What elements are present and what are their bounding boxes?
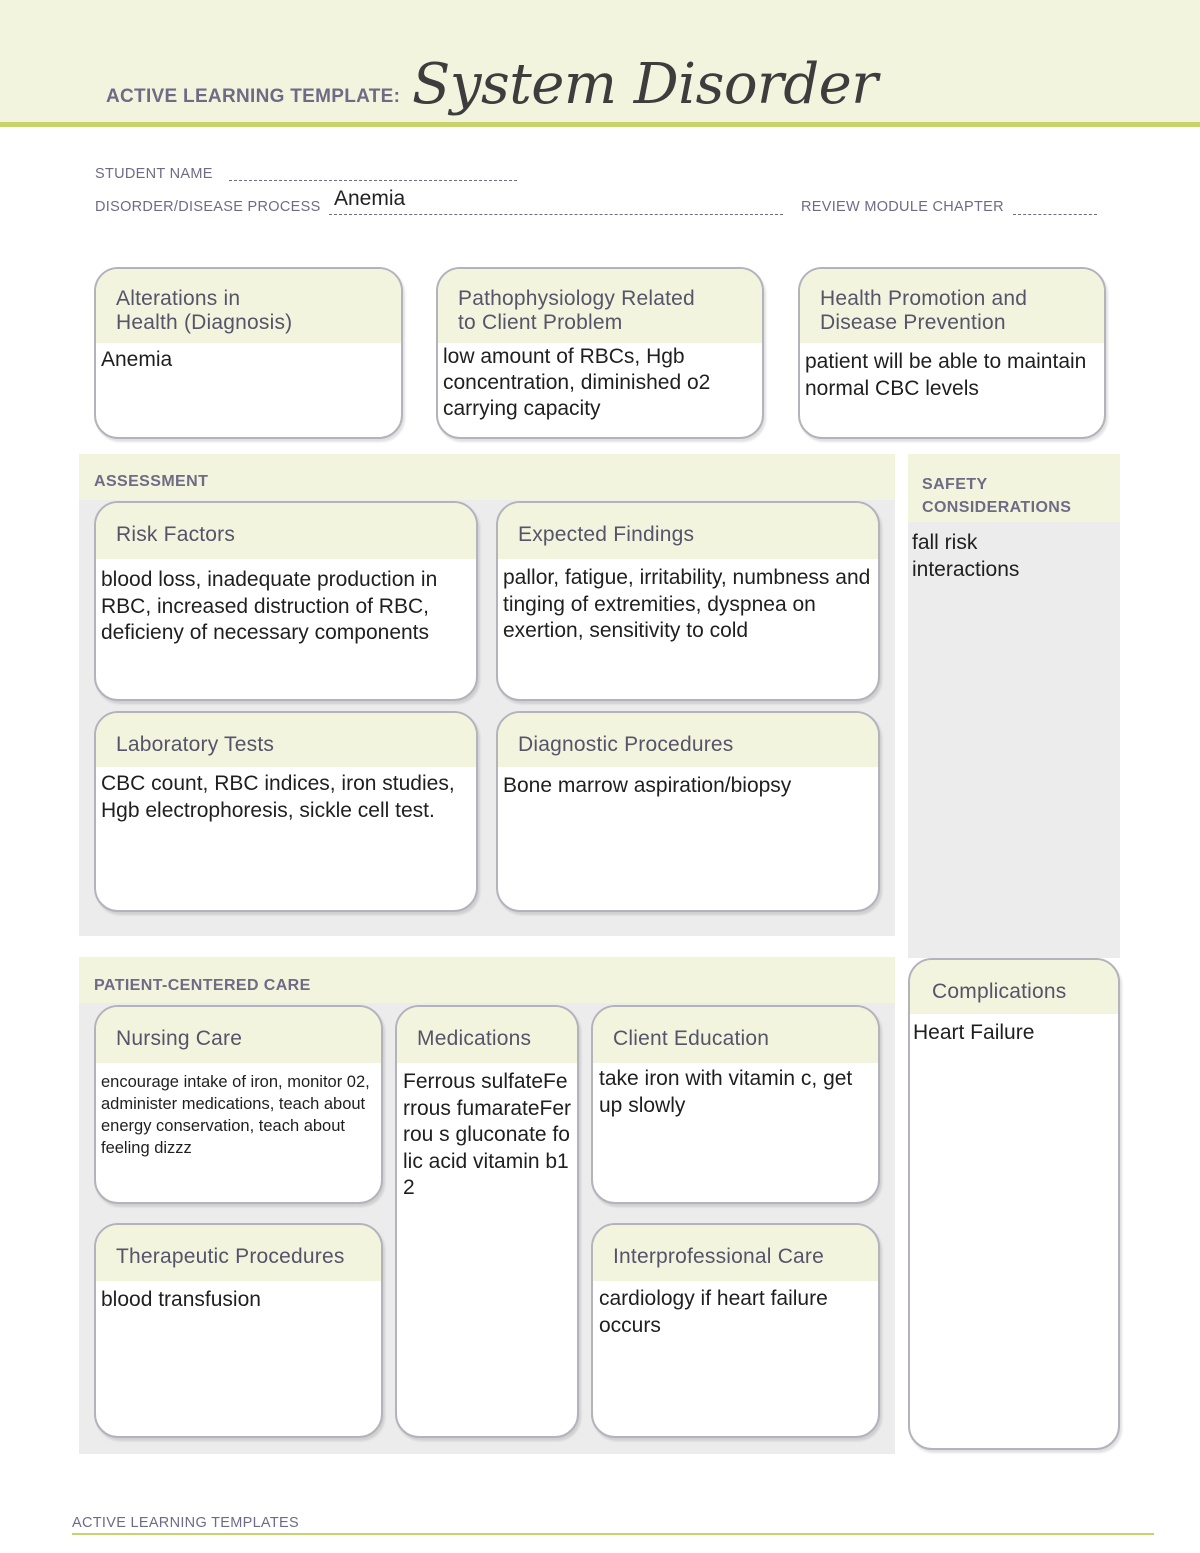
- pathophysiology-card: [436, 267, 764, 439]
- nursing-care-card: [94, 1005, 383, 1204]
- client-education-text[interactable]: take iron with vitamin c, get up slowly: [599, 1067, 853, 1117]
- review-chapter-field[interactable]: [1013, 201, 1097, 215]
- health-promotion-title: Health Promotion and Disease Prevention: [800, 269, 1104, 343]
- risk-factors-title: Risk Factors: [96, 503, 476, 559]
- client-education-card: [591, 1005, 880, 1204]
- complications-title: Complications: [910, 960, 1118, 1014]
- complications-card: [908, 958, 1120, 1450]
- pathophysiology-title: Pathophysiology Related to Client Problem: [438, 269, 762, 343]
- pathophysiology-text[interactable]: low amount of RBCs, Hgb concentration, diminished o2 carrying capacity: [443, 345, 711, 420]
- patient-care-title: PATIENT-CENTERED CARE: [94, 977, 311, 994]
- interprofessional-care-card: [591, 1223, 880, 1438]
- interprofessional-care-title: Interprofessional Care: [593, 1225, 878, 1281]
- laboratory-tests-title: Laboratory Tests: [96, 713, 476, 767]
- therapeutic-procedures-text[interactable]: blood transfusion: [101, 1288, 261, 1311]
- expected-findings-card: [496, 501, 880, 701]
- alterations-title: Alterations in Health (Diagnosis): [96, 269, 401, 343]
- nursing-care-title: Nursing Care: [96, 1007, 381, 1063]
- complications-text[interactable]: Heart Failure: [913, 1021, 1035, 1044]
- student-name-field[interactable]: [229, 168, 517, 181]
- safety-panel: [908, 454, 1120, 958]
- assessment-title: ASSESSMENT: [94, 473, 209, 490]
- health-promotion-card: [798, 267, 1106, 439]
- medications-text[interactable]: Ferrous sulfateFerrous fumarateFerrou s gluconate folic acid vitamin b12: [403, 1070, 572, 1199]
- diagnostic-procedures-card: [496, 711, 880, 912]
- student-name-label: STUDENT NAME: [95, 166, 213, 182]
- footer-divider: [72, 1533, 1154, 1535]
- footer-text: ACTIVE LEARNING TEMPLATES: [72, 1515, 299, 1531]
- page-title: System Disorder: [412, 52, 878, 117]
- therapeutic-procedures-title: Therapeutic Procedures: [96, 1225, 381, 1281]
- health-promotion-text[interactable]: patient will be able to maintain normal CBC levels: [805, 350, 1087, 400]
- template-label: ACTIVE LEARNING TEMPLATE:: [106, 86, 401, 107]
- therapeutic-procedures-card: [94, 1223, 383, 1438]
- laboratory-tests-card: [94, 711, 478, 912]
- alterations-text[interactable]: Anemia: [101, 348, 173, 371]
- risk-factors-text[interactable]: blood loss, inadequate production in RBC, increased distruction of RBC, deficieny of necessary components: [101, 568, 438, 644]
- medications-title: Medications: [397, 1007, 577, 1063]
- diagnostic-procedures-title: Diagnostic Procedures: [498, 713, 878, 767]
- risk-factors-card: [94, 501, 478, 701]
- disorder-label: DISORDER/DISEASE PROCESS: [95, 199, 321, 215]
- safety-text[interactable]: fall risk interactions: [912, 531, 1020, 581]
- expected-findings-text[interactable]: pallor, fatigue, irritability, numbness and tinging of extremities, dyspnea on exertion, sensitivity to cold: [503, 566, 871, 642]
- medications-card: [395, 1005, 579, 1438]
- laboratory-tests-text[interactable]: CBC count, RBC indices, iron studies, Hgb electrophoresis, sickle cell test.: [101, 772, 455, 822]
- safety-title: SAFETY CONSIDERATIONS: [922, 476, 1072, 516]
- disorder-value: Anemia: [334, 187, 406, 210]
- client-education-title: Client Education: [593, 1007, 878, 1063]
- interprofessional-care-text[interactable]: cardiology if heart failure occurs: [599, 1287, 828, 1337]
- diagnostic-procedures-text[interactable]: Bone marrow aspiration/biopsy: [503, 774, 792, 797]
- expected-findings-title: Expected Findings: [498, 503, 878, 559]
- nursing-care-text[interactable]: encourage intake of iron, monitor 02, administer medications, teach about energy conservation, teach about feeling dizzz: [101, 1073, 370, 1157]
- review-chapter-label: REVIEW MODULE CHAPTER: [801, 199, 1004, 215]
- alterations-card: [94, 267, 403, 439]
